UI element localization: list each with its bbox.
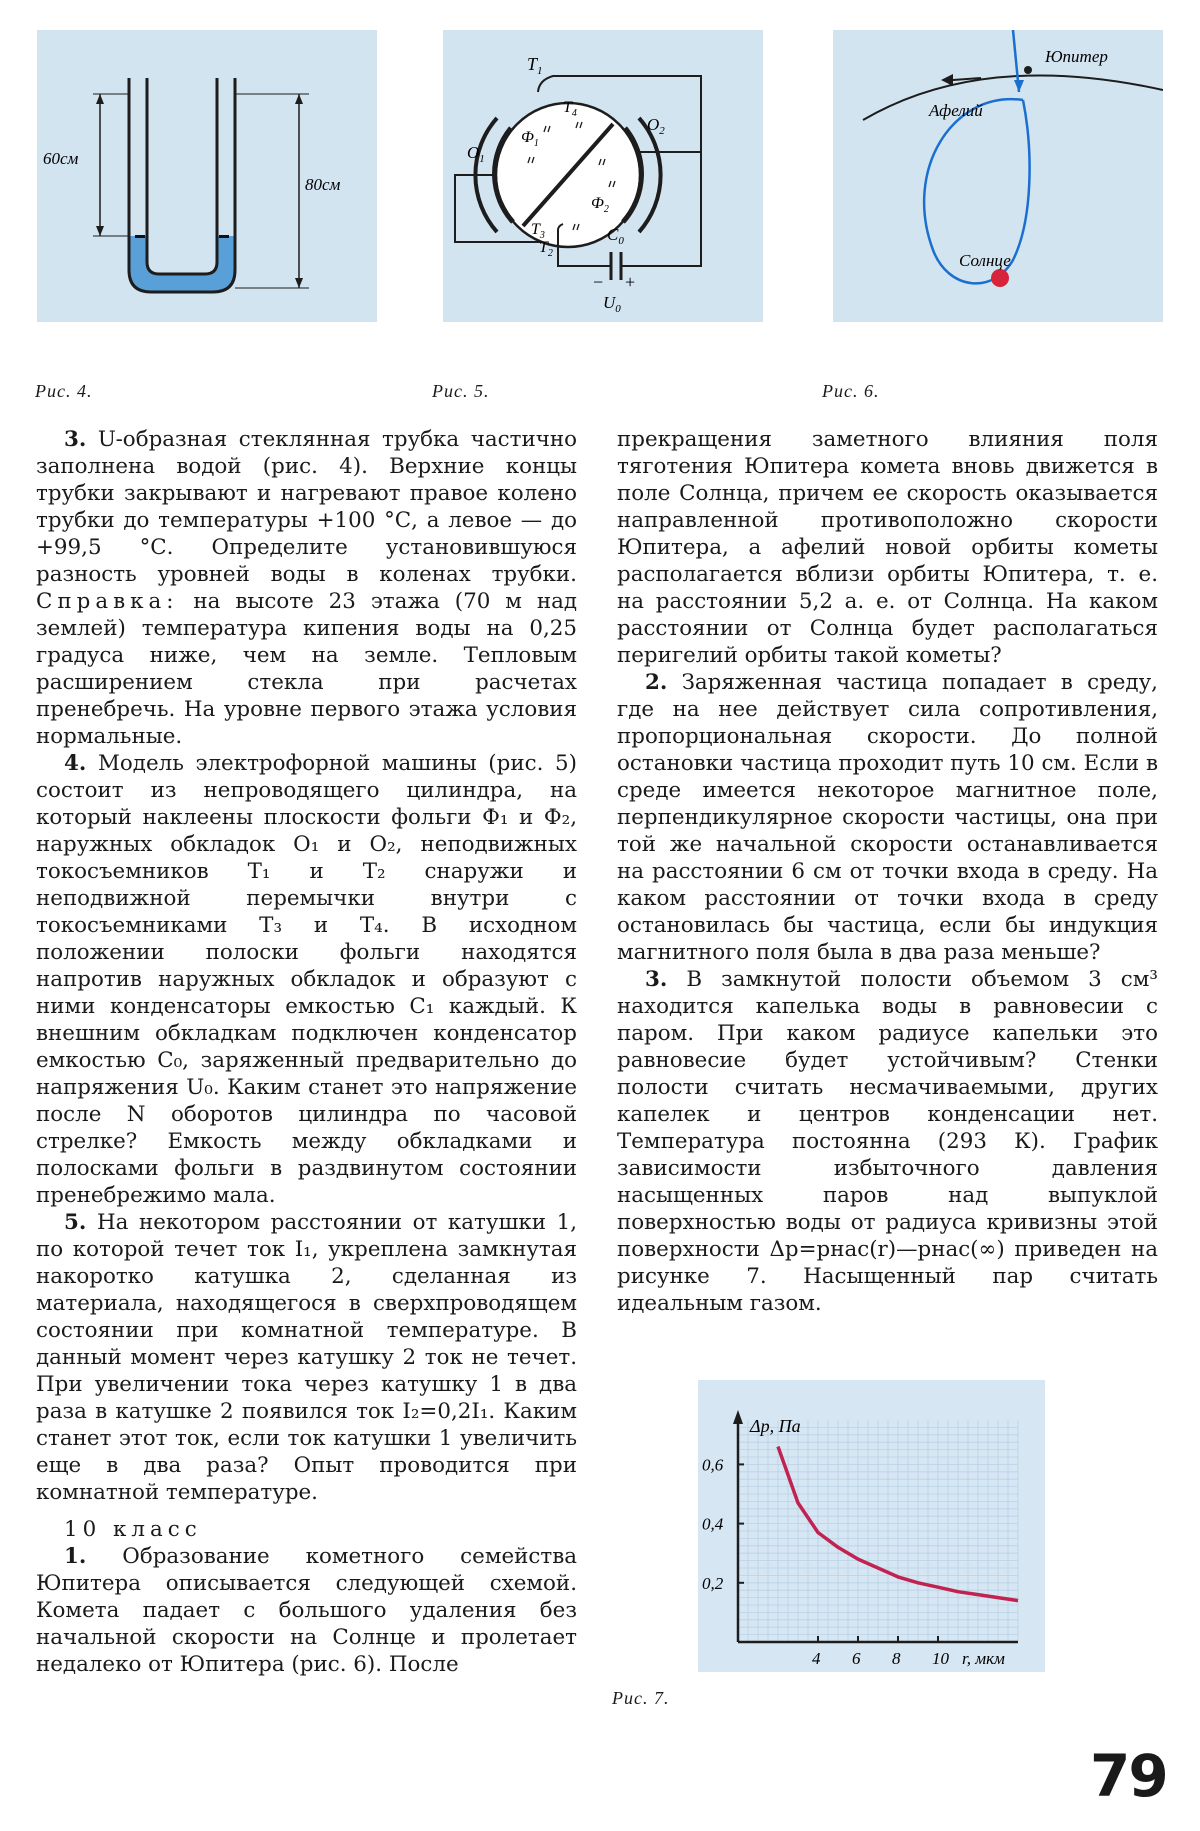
problem-5: 5. На некотором расстоянии от катушки 1, по которой течет ток I₁, укреплена замкнутая накоротко катушка 2, сделанная из материала, находящегося в сверхпроводящем состоянии при комнатной температуре. В данный момент через катушку 2 ток не течет. При увеличении тока через катушку 1 в два раза в катушке 2 появился ток I₂=0,2I₁. Каким станет этот ток, если ток катушки 1 увеличить еще в два раза? Опыт проводится при комнатной температуре. [36, 1210, 577, 1505]
caption-fig6: Рис. 6. [822, 381, 880, 401]
label-o2: $O_2$ [647, 115, 665, 137]
y-tick-label: 0,4 [702, 1514, 724, 1534]
grade10-problem-2: 2. Заряженная частица попадает в среду, где на нее действует сила сопротивления, пропорциональная скорости. До полной остановки частица проходит путь 10 см. Если в среде имеется некоторое магнитное поле, перпендикулярное скорости частицы, она при той же начальной скорости останавливается на расстоянии 6 см от точки входа в среду. На каком расстоянии от точки входа в среду остановилась бы частица, если бы индукция магнитного поля была в два раза меньше? [617, 670, 1158, 965]
figure-7 [698, 1380, 1045, 1672]
page-number: 79 [1090, 1742, 1167, 1810]
u-tube-diagram [37, 30, 377, 322]
label-60cm: 60см [43, 149, 79, 168]
label-c0: $C_0$ [607, 225, 624, 247]
label-plus: + [625, 272, 636, 292]
grade10-problem-1-cont: прекращения заметного влияния поля тяготения Юпитера комета вновь движется в поле Солнца, причем ее скорость оказывается направленной противоположно скорости Юпитера, а афелий новой орбиты кометы располагается вблизи орбиты Юпитера, т. е. на расстоянии 5,2 а. е. от Солнца. На каком расстоянии от Солнца будет располагаться перигелий орбиты такой кометы? [617, 427, 1158, 668]
label-t1: $T_1$ [527, 54, 543, 77]
grade10-problem-1: 1. Образование кометного семейства Юпитера описывается следующей схемой. Комета падает с большого удаления без начальной скорости на Солнце и пролетает недалеко от Юпитера (рис. 6). После [36, 1544, 577, 1677]
problem-4: 4. Модель электрофорной машины (рис. 5) состоит из непроводящего цилиндра, на который наклеены плоскости фольги Ф₁ и Ф₂, наружных обкладок O₁ и O₂, неподвижных токосъемников T₁ и T₂ снаружи и неподвижной перемычки внутри с токосъемниками T₃ и T₄. В исходном положении полоски фольги находятся напротив наружных обкладок и образуют с ними конденсаторы емкостью C₁ каждый. К внешним обкладкам подключен конденсатор емкостью C₀, заряженный предварительно до напряжения U₀. Каким станет это напряжение после N оборотов цилиндра по часовой стрелке? Емкость между обкладками и полосками фольги в раздвинутом состоянии пренебрежимо мала. [36, 751, 577, 1208]
x-tick-label: 4 [812, 1649, 821, 1668]
y-tick-label: 0,2 [702, 1573, 724, 1593]
x-tick-label: 10 [932, 1649, 949, 1668]
caption-fig5: Рис. 5. [432, 381, 490, 401]
x-axis-label: r, мкм [962, 1649, 1005, 1668]
label-t3: $T_3$ [531, 221, 545, 241]
x-tick-label: 6 [852, 1649, 861, 1668]
pressure-chart [698, 1380, 1045, 1672]
caption-fig4: Рис. 4. [35, 381, 93, 401]
figure-4 [37, 30, 377, 322]
label-t4: $T_4$ [563, 99, 577, 119]
grade-heading: 10 класс [64, 1517, 202, 1542]
label-o1: $O_1$ [467, 143, 485, 165]
figure-5 [443, 30, 763, 322]
y-axis-arrow [733, 1410, 743, 1424]
y-tick-label: 0,6 [702, 1455, 724, 1475]
grade10-problem-3: 3. В замкнутой полости объемом 3 см³ находится капелька воды в равновесии с паром. При каком радиусе капельки это равновесие будет устойчивым? Стенки полости считать несмачиваемыми, других капелек и центров конденсации нет. Температура постоянна (293 К). График зависимости избыточного давления насыщенных паров над выпуклой поверхностью воды от радиуса кривизны этой поверхности Δp=pнас(r)—pнас(∞) приведен на рисунке 7. Насыщенный пар считать идеальным газом. [617, 967, 1158, 1316]
electrophore-diagram [443, 30, 763, 322]
label-80cm: 80см [305, 175, 341, 194]
right-column [617, 426, 1158, 1317]
label-t2: $T_2$ [539, 239, 553, 259]
caption-fig7: Рис. 7. [612, 1688, 670, 1708]
label-minus: − [593, 272, 604, 292]
y-axis-label: Δp, Па [750, 1416, 801, 1436]
label-jupiter: Юпитер [1045, 47, 1108, 66]
figure-6 [833, 30, 1163, 322]
label-f2: $Ф_2$ [591, 195, 609, 215]
label-f1: $Ф_1$ [521, 129, 539, 149]
label-sun: Солнце [959, 251, 1011, 270]
problem-3: 3. U-образная стеклянная трубка частично заполнена водой (рис. 4). Верхние концы трубки закрывают и нагревают правое колено трубки до температуры +100 °С, а левое — до +99,5 °С. Определите установившуюся разность уровней воды в коленах трубки. Справка: на высоте 23 этажа (70 м над землей) температура кипения воды на 0,25 градуса ниже, чем на земле. Тепловым расширением стекла при расчетах пренебречь. На уровне первого этажа условия нормальные. [36, 427, 577, 749]
x-tick-label: 8 [892, 1649, 901, 1668]
comet-orbit-diagram [833, 30, 1163, 322]
label-aphelion: Афелий [929, 101, 983, 120]
label-u0: $U_0$ [603, 293, 621, 315]
left-column [36, 426, 577, 1678]
